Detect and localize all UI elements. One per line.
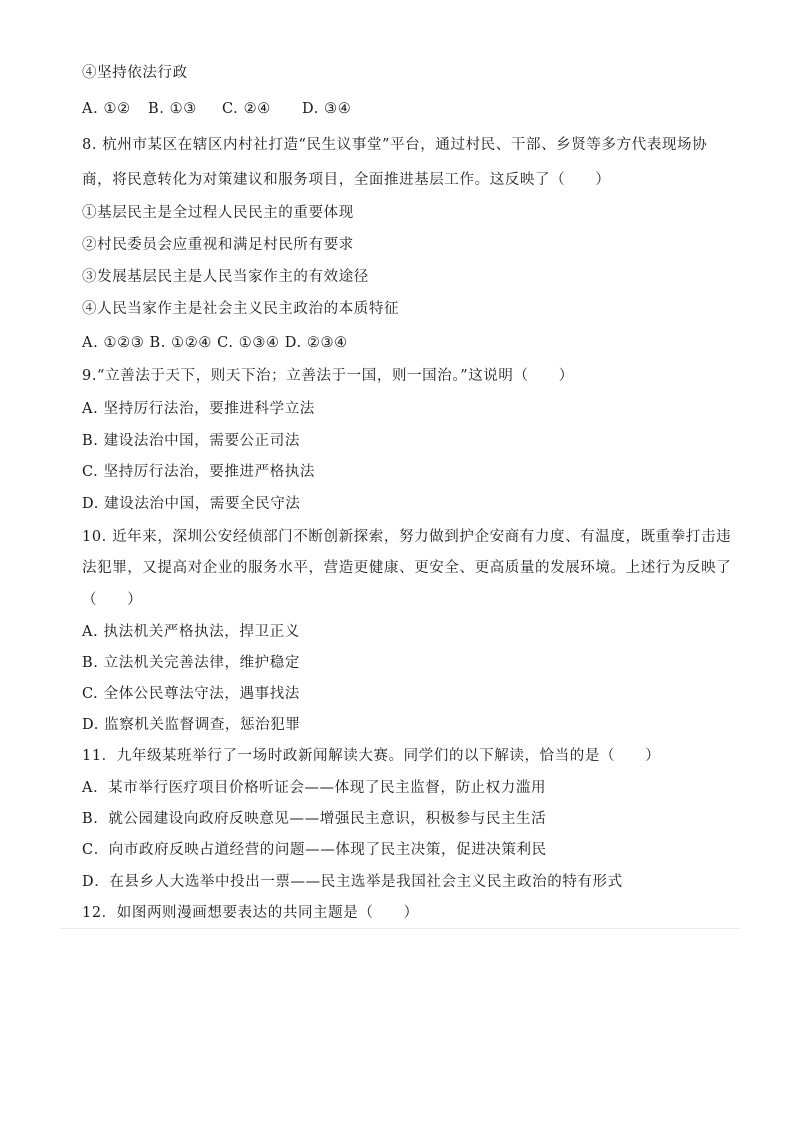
q10-stem-line-1: 10. 近年来，深圳公安经侦部门不断创新探索，努力做到护企安商有力度、有温度，既重拳打击违: [82, 529, 732, 545]
q11-option-d: D．在县乡人大选举中投出一票——民主选举是我国社会主义民主政治的特有形式: [82, 874, 623, 890]
q10-stem-line-3: （ ）: [82, 592, 143, 608]
q8-item-2: ②村民委员会应重视和满足村民所有要求: [82, 237, 354, 253]
q10-option-d: D. 监察机关监督调查，惩治犯罪: [82, 717, 301, 733]
q9-option-b: B. 建设法治中国，需要公正司法: [82, 433, 300, 449]
q11-stem: 11．九年级某班举行了一场时政新闻解读大赛。同学们的以下解读，恰当的是（ ）: [82, 748, 661, 764]
q7-item-4: ④坚持依法行政: [82, 65, 188, 81]
q11-option-b: B．就公园建设向政府反映意见——增强民主意识，积极参与民主生活: [82, 811, 547, 827]
q9-option-a: A. 坚持厉行法治，要推进科学立法: [82, 401, 315, 417]
q7-option-c: C. ②④: [222, 101, 271, 117]
q10-option-c: C. 全体公民尊法守法，遇事找法: [82, 686, 300, 702]
q8-stem-line-2: 商，将民意转化为对策建议和服务项目，全面推进基层工作。这反映了（ ）: [82, 172, 611, 188]
q7-option-d: D. ③④: [302, 101, 352, 117]
q9-option-d: D. 建设法治中国，需要全民守法: [82, 496, 301, 512]
q7-options: [82, 99, 351, 119]
scan-edge-divider: [60, 928, 740, 929]
q8-item-4: ④人民当家作主是社会主义民主政治的本质特征: [82, 301, 400, 317]
q11-option-c: C．向市政府反映占道经营的问题——体现了民主决策，促进决策利民: [82, 842, 547, 858]
q12-stem: 12．如图两则漫画想要表达的共同主题是（ ）: [82, 905, 419, 921]
q8-item-1: ①基层民主是全过程人民民主的重要体现: [82, 205, 354, 221]
q11-option-a: A．某市举行医疗项目价格听证会——体现了民主监督，防止权力滥用: [82, 780, 547, 796]
q8-options: A. ①②③ B. ①②④ C. ①③④ D. ②③④: [82, 335, 348, 351]
q7-option-a: A. ①②: [82, 101, 131, 117]
q8-item-3: ③发展基层民主是人民当家作主的有效途径: [82, 269, 369, 285]
q7-option-b: B. ①③: [148, 101, 197, 117]
q8-stem-line-1: 8. 杭州市某区在辖区内村社打造“民生议事堂”平台，通过村民、干部、乡贤等多方代表现场协: [82, 137, 708, 153]
q10-stem-line-2: 法犯罪，又提高对企业的服务水平，营造更健康、更安全、更高质量的发展环境。上述行为反映了: [82, 560, 732, 576]
q10-option-a: A. 执法机关严格执法，捍卫正义: [82, 624, 300, 640]
q10-option-b: B. 立法机关完善法律，维护稳定: [82, 655, 300, 671]
q9-option-c: C. 坚持厉行法治，要推进严格执法: [82, 464, 315, 480]
q9-stem: 9.“立善法于天下，则天下治；立善法于一国，则一国治。”这说明（ ）: [82, 368, 574, 384]
